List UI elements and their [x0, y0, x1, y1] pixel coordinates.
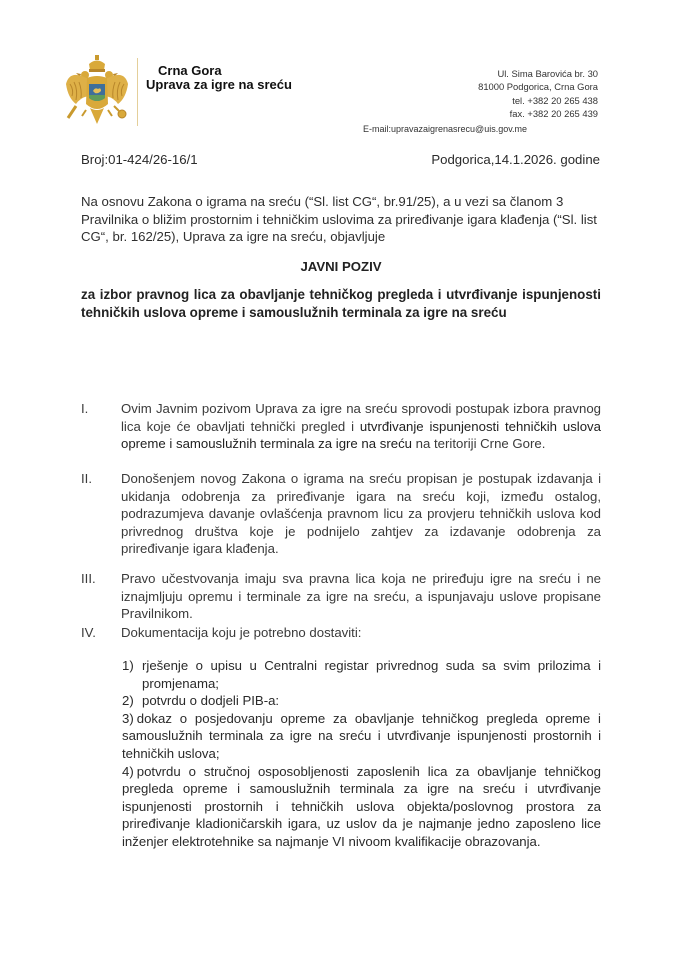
section-numeral: I. — [81, 401, 89, 416]
reference-number: Broj:01-424/26-16/1 — [81, 152, 198, 167]
section-text-emphasis: utvrđivanje ispunjenosti tehničkih uslova opreme i samouslužnih terminala za igre na sreću — [121, 418, 601, 452]
section-text: Ovim Javnim pozivom Uprava za igre na sreću sprovodi postupak izbora pravnog lica koje će obavljati tehnički pregled i — [121, 401, 601, 434]
section-ii — [81, 470, 601, 558]
list-number: 1) — [122, 658, 134, 673]
document-subtitle: za izbor pravnog lica za obavljanje tehničkog pregleda i utvrđivanje ispunjenosti tehničkih uslova opreme i samouslužnih terminala za igre na sreću — [81, 287, 601, 320]
list-item — [122, 763, 601, 851]
section-numeral: IV. — [81, 625, 96, 640]
list-number: 3) — [122, 710, 134, 726]
section-iv — [81, 624, 601, 642]
section-body: Pravo učestvovanja imaju sva pravna lica koja ne priređuju igre na sreću i ne iznajmljuju opremu i terminale za igre na sreću, a ispunjavaju uslove propisane Pravilnikom. — [121, 571, 601, 622]
contact-block — [478, 67, 598, 120]
section-body: Dokumentacija koju je potrebno dostaviti: — [121, 625, 362, 640]
reference-line — [81, 152, 600, 167]
section-numeral: III. — [81, 571, 96, 586]
list-text: rješenje o upisu u Centralni registar privrednog suda sa svim prilozima i promjenama; — [142, 658, 601, 691]
section-text: na teritoriji Crne Gore. — [412, 436, 546, 452]
list-item — [122, 692, 601, 710]
fax: fax. +382 20 265 439 — [509, 107, 598, 119]
institution-name: Uprava za igre na sreću — [146, 77, 292, 92]
list-text: dokaz o posjedovanju opreme za obavljanje tehničkog pregleda opreme i samouslužnih terminala za igre na sreću i utvrđivanje ispunjenosti prostornih i tehničkih uslova; — [122, 710, 601, 761]
intro-paragraph: Na osnovu Zakona o igrama na sreću (“Sl. list CG“, br.91/25), a u vezi sa članom 3 Pravilnika o bližim prostornim i tehničkim uslovima za priređivanje igara klađenja (“Sl. list CG“, br. 162/25), Uprava za igre na sreću, objavljuje — [81, 194, 597, 245]
section-iii — [81, 570, 601, 623]
list-number: 4) — [122, 763, 134, 779]
phone: tel. +382 20 265 438 — [512, 94, 598, 106]
institution-block — [146, 64, 292, 92]
list-number: 2) — [122, 693, 134, 709]
section-i — [81, 400, 601, 453]
section-body — [121, 400, 601, 453]
country-name: Crna Gora — [158, 63, 222, 78]
address-line-1: Ul. Sima Barovića br. 30 — [497, 68, 598, 79]
email: E-mail:upravazaigrenasrecu@uis.gov.me — [363, 124, 528, 134]
header-divider — [137, 58, 138, 126]
section-body: Donošenjem novog Zakona o igrama na sreću propisan je postupak izdavanja i ukidanja odobrenja za priređivanje igara na sreću koji, između ostalog, podrazumjeva davanje ovlašćenja pravnom licu za provjeru tehničkih uslova kod privrednog društva koje je podnijelo zahtjev za izdavanje odobrenja za priređivanje igara klađenja. — [121, 471, 601, 557]
list-item — [122, 657, 601, 692]
required-documents-list — [122, 657, 601, 851]
list-item — [122, 710, 601, 763]
list-text: potvrdu o dodjeli PIB-a: — [142, 693, 280, 709]
list-text: potvrdu o stručnoj osposobljenosti zaposlenih lica za obavljanje tehničkog pregleda opreme i samouslužnih terminala za igre na sreću i utvrđivanje ispunjenosti prostornih i tehničkih uslova objekta/poslovnog prostora za priređivanje kladioničarskih igara, uz uslov da je najmanje jedno zaposleno lice inženjer elektrotehnike sa najmanje VI nivoom kvalifikacije obrazovanja. — [122, 763, 601, 849]
section-numeral: II. — [81, 471, 92, 486]
document-title: JAVNI POZIV — [300, 259, 382, 274]
address-line-2: 81000 Podgorica, Crna Gora — [478, 81, 598, 93]
place-date: Podgorica,14.1.2026. godine — [431, 152, 600, 167]
coat-of-arms-icon — [62, 54, 134, 128]
